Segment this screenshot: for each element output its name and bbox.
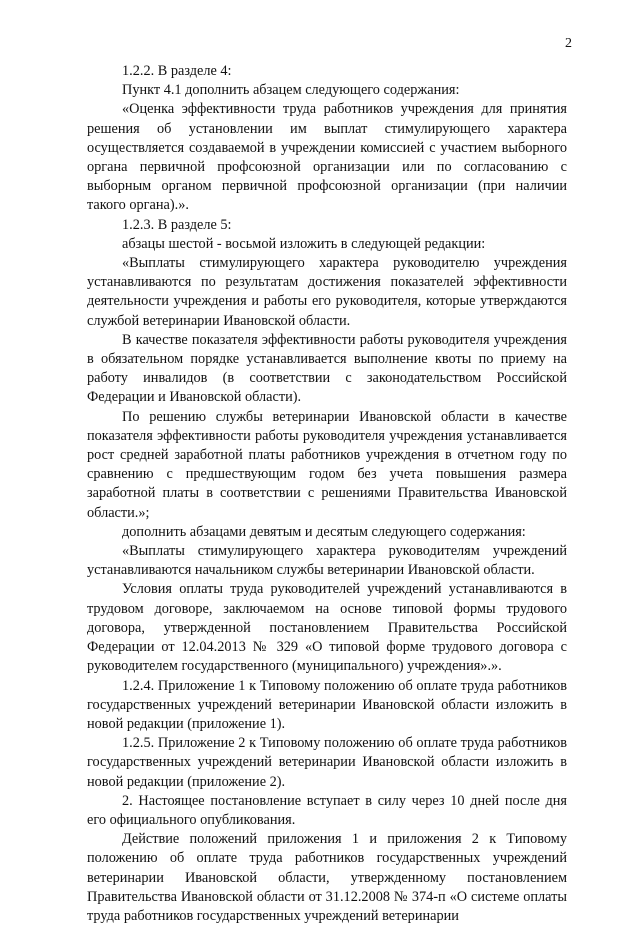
paragraph: Пункт 4.1 дополнить абзацем следующего содержания: [122,82,460,99]
paragraph: Действие положений приложения 1 и приложения 2 к Типовому положению об оплате труда работников государственных учреждений ветеринарии Ивановской области, утвержденному постановлением Правительства Ивановской области от 31.12.2008 № 374-п «О системе оплаты труда работников государственных учреждений ветеринарии [87,831,567,924]
quote-paragraph: «Выплаты стимулирующего характера руководителю учреждения устанавливаются по результатам достижения показателей эффективности деятельности учреждения и работы его руководителя, которые утверждаются службой ветеринарии Ивановской области. [87,255,567,329]
item-1-2-4: 1.2.4. Приложение 1 к Типовому положению об оплате труда работников государственных учреждений ветеринарии Ивановской области изложить в новой редакции (приложение 1). [87,677,567,732]
heading-section-5: 1.2.3. В разделе 5: [122,216,232,233]
paragraph: Условия оплаты труда руководителей учреждений устанавливаются в трудовом договоре, заключаемом на основе типовой формы трудового договора, утвержденной постановлением Правительства Российской Федерации от 12.04.2013 № 329 «О типовой форме трудового договора с руководителем государственного (муниципального) учреждения».». [87,581,567,675]
item-2: 2. Настоящее постановление вступает в силу через 10 дней после дня его официального опубликования. [87,792,567,828]
paragraph: абзацы шестой - восьмой изложить в следующей редакции: [122,235,486,252]
quote-paragraph: «Оценка эффективности труда работников учреждения для принятия решения об установлении им выплат стимулирующего характера осуществляется создаваемой в учреждении комиссией с участием выборного органа первичной профсоюзной организации или по согласованию с выборным органом первичной профсоюзной организации (при наличии такого органа).». [87,101,567,214]
document-body [87,62,567,926]
paragraph: дополнить абзацами девятым и десятым следующего содержания: [122,523,526,540]
page-number: 2 [565,36,572,51]
heading-section-4: 1.2.2. В разделе 4: [122,63,232,79]
paragraph: По решению службы ветеринарии Ивановской области в качестве показателя эффективности работы руководителя учреждения устанавливается рост средней заработной платы работников учреждения в отчетном году по сравнению с предшествующим годом без учета повышения размера заработной платы в соответствии с решениями Правительства Ивановской области.»; [87,408,567,521]
paragraph: В качестве показателя эффективности работы руководителя учреждения в обязательном порядке устанавливается выполнение квоты по приему на работу инвалидов (в соответствии с законодательством Российской Федерации и Ивановской области). [87,331,567,406]
item-1-2-5: 1.2.5. Приложение 2 к Типовому положению об оплате труда работников государственных учреждений ветеринарии Ивановской области изложить в новой редакции (приложение 2). [87,735,567,790]
quote-paragraph: «Выплаты стимулирующего характера руководителям учреждений устанавливаются начальником службы ветеринарии Ивановской области. [87,543,567,579]
